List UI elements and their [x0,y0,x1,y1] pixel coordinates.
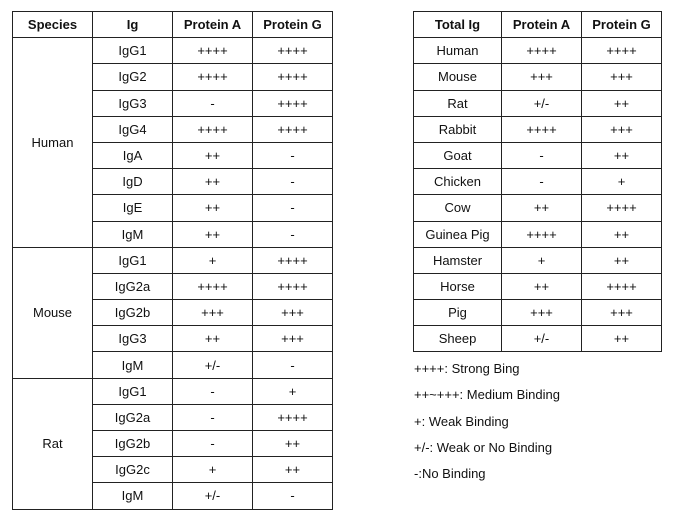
protein-g-cell: ++++ [582,273,662,299]
protein-a-cell: ++++ [173,38,253,64]
table-row [414,169,662,195]
protein-g-cell: + [253,378,333,404]
protein-g-cell: ++ [582,326,662,352]
protein-a-cell: + [173,247,253,273]
protein-a-cell: +/- [173,483,253,509]
table-row [414,273,662,299]
protein-a-cell: + [173,457,253,483]
table-row [414,90,662,116]
ig-cell: IgA [93,142,173,168]
total-ig-cell: Hamster [414,247,502,273]
total-ig-cell: Horse [414,273,502,299]
ig-cell: IgG1 [93,378,173,404]
protein-g-cell: - [253,142,333,168]
ig-cell: IgG3 [93,90,173,116]
total-ig-cell: Cow [414,195,502,221]
protein-a-cell: ++ [502,273,582,299]
header-protein-g: Protein G [582,12,662,38]
table-row [13,247,333,273]
protein-g-cell: ++ [582,221,662,247]
protein-a-cell: ++ [173,169,253,195]
table-row [414,326,662,352]
ig-cell: IgM [93,221,173,247]
protein-g-cell: + [582,169,662,195]
ig-cell: IgG4 [93,116,173,142]
species-cell: Rat [13,378,93,509]
species-binding-table [12,11,333,510]
protein-a-cell: ++ [502,195,582,221]
protein-a-cell: ++ [173,195,253,221]
protein-g-cell: ++++ [253,90,333,116]
binding-legend [414,356,560,487]
ig-cell: IgE [93,195,173,221]
legend-item: ++++: Strong Bing [414,361,520,376]
protein-g-cell: - [253,483,333,509]
table-row [414,221,662,247]
total-ig-cell: Rabbit [414,116,502,142]
total-ig-cell: Chicken [414,169,502,195]
ig-cell: IgG2b [93,300,173,326]
protein-a-cell: +/- [502,326,582,352]
protein-a-cell: ++++ [173,64,253,90]
protein-a-cell: +++ [502,64,582,90]
table-row [414,195,662,221]
protein-g-cell: ++++ [253,116,333,142]
protein-a-cell: ++++ [502,116,582,142]
total-ig-cell: Sheep [414,326,502,352]
protein-g-cell: - [253,221,333,247]
ig-cell: IgG1 [93,38,173,64]
protein-a-cell: +/- [502,90,582,116]
protein-g-cell: ++ [582,90,662,116]
protein-g-cell: +++ [582,300,662,326]
protein-g-cell: ++++ [582,195,662,221]
header-protein-a: Protein A [502,12,582,38]
ig-cell: IgD [93,169,173,195]
protein-a-cell: - [173,431,253,457]
header-species: Species [13,12,93,38]
ig-cell: IgG2c [93,457,173,483]
table-row [414,38,662,64]
protein-a-cell: - [502,142,582,168]
table-row [414,116,662,142]
protein-a-cell: ++++ [502,221,582,247]
protein-g-cell: ++++ [253,64,333,90]
header-row [13,12,333,38]
ig-cell: IgM [93,483,173,509]
ig-cell: IgM [93,352,173,378]
ig-cell: IgG3 [93,326,173,352]
protein-g-cell: ++ [582,247,662,273]
protein-g-cell: ++++ [253,273,333,299]
protein-a-cell: ++++ [502,38,582,64]
species-cell: Mouse [13,247,93,378]
table-row [414,142,662,168]
total-ig-cell: Guinea Pig [414,221,502,247]
total-ig-cell: Goat [414,142,502,168]
protein-g-cell: ++++ [582,38,662,64]
header-protein-a: Protein A [173,12,253,38]
protein-a-cell: +++ [502,300,582,326]
legend-item: +/-: Weak or No Binding [414,439,553,455]
header-ig: Ig [93,12,173,38]
protein-g-cell: +++ [582,64,662,90]
protein-a-cell: +++ [173,300,253,326]
total-ig-cell: Rat [414,90,502,116]
table-row [13,378,333,404]
protein-a-cell: - [173,404,253,430]
protein-a-cell: ++ [173,142,253,168]
legend-item: +: Weak Binding [414,413,509,429]
ig-cell: IgG2 [93,64,173,90]
total-ig-cell: Mouse [414,64,502,90]
legend-item: ++~+++: Medium Binding [414,387,560,403]
total-ig-binding-table [413,11,662,352]
header-protein-g: Protein G [253,12,333,38]
legend-item: -:No Binding [414,466,486,482]
protein-g-cell: +++ [582,116,662,142]
ig-cell: IgG2a [93,273,173,299]
protein-a-cell: +/- [173,352,253,378]
protein-a-cell: ++++ [173,273,253,299]
total-ig-cell: Human [414,38,502,64]
ig-cell: IgG1 [93,247,173,273]
table-row [414,64,662,90]
table-row [414,247,662,273]
protein-g-cell: ++++ [253,404,333,430]
protein-a-cell: - [173,90,253,116]
protein-g-cell: ++++ [253,38,333,64]
protein-g-cell: - [253,352,333,378]
protein-a-cell: ++ [173,221,253,247]
ig-cell: IgG2a [93,404,173,430]
protein-a-cell: ++++ [173,116,253,142]
protein-a-cell: - [502,169,582,195]
protein-a-cell: + [502,247,582,273]
protein-g-cell: ++ [582,142,662,168]
protein-a-cell: ++ [173,326,253,352]
table-row [13,38,333,64]
protein-g-cell: ++++ [253,247,333,273]
species-cell: Human [13,38,93,248]
table-row [414,300,662,326]
protein-g-cell: ++ [253,431,333,457]
protein-g-cell: ++ [253,457,333,483]
protein-g-cell: - [253,195,333,221]
protein-g-cell: +++ [253,300,333,326]
header-total-ig: Total Ig [414,12,502,38]
protein-g-cell: - [253,169,333,195]
header-row [414,12,662,38]
ig-cell: IgG2b [93,431,173,457]
protein-g-cell: +++ [253,326,333,352]
protein-a-cell: - [173,378,253,404]
total-ig-cell: Pig [414,300,502,326]
